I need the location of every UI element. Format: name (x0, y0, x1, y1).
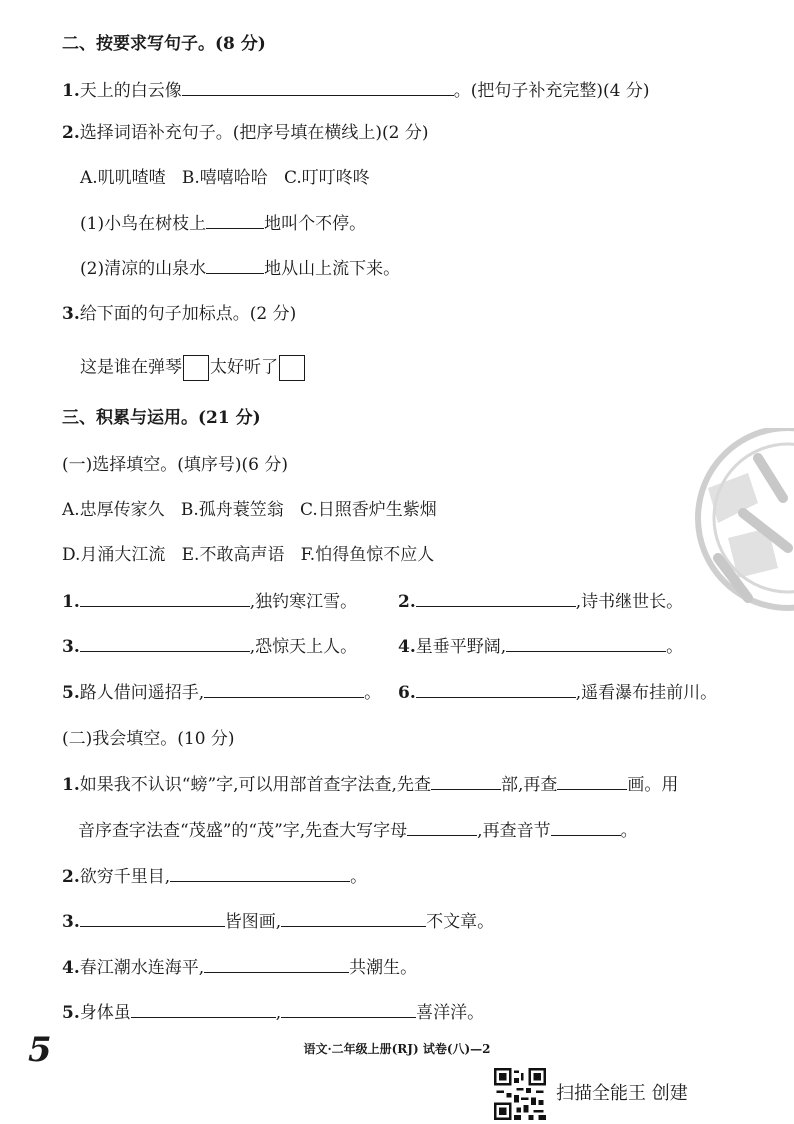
item-text-suffix: 。 (364, 683, 382, 703)
question-2-2-sentence-1 (80, 212, 366, 236)
fill-question-5 (62, 1001, 484, 1025)
fill-question-4 (62, 956, 417, 980)
question-text: 喜洋洋。 (416, 1003, 485, 1023)
part-2-heading: (二)我会填空。(10 分) (62, 729, 235, 749)
answer-blank[interactable] (80, 635, 250, 652)
item-text: ,独钓寒江雪。 (249, 592, 358, 612)
item-number: 2. (398, 592, 416, 612)
question-2-3-sentence (80, 355, 306, 381)
question-text: 如果我不认识“螃”字,可以用部首查字法查,先查 (79, 775, 431, 795)
question-text: 春江潮水连海平, (79, 958, 205, 978)
fill-item-2 (398, 590, 683, 614)
item-text-suffix: 。 (666, 637, 684, 657)
question-number: 5. (62, 1003, 80, 1023)
item-text: 星垂平野阔, (415, 637, 507, 657)
answer-blank[interactable] (204, 681, 364, 698)
question-text: , (275, 1003, 282, 1023)
question-number: 2. (62, 867, 80, 887)
question-text: 。 (620, 821, 638, 841)
item-number: 1. (62, 592, 80, 612)
fill-item-6 (398, 681, 717, 705)
item-text: ,诗书继世长。 (575, 592, 684, 612)
item-number: 3. (62, 637, 80, 657)
item-text: 路人借问遥招手, (79, 683, 205, 703)
fill-question-2 (62, 865, 367, 889)
fill-question-3 (62, 910, 494, 934)
item-text: ,遥看瀑布挂前川。 (575, 683, 718, 703)
question-2-2-sentence-2 (80, 257, 400, 281)
item-number: 6. (398, 683, 416, 703)
answer-blank[interactable] (407, 819, 477, 836)
answer-blank[interactable] (557, 773, 627, 790)
answer-blank[interactable] (416, 590, 576, 607)
answer-blank[interactable] (416, 681, 576, 698)
answer-blank[interactable] (204, 956, 349, 973)
sentence-text: 这是谁在弹琴 (80, 357, 182, 378)
fill-item-3 (62, 635, 357, 659)
answer-blank[interactable] (131, 1001, 276, 1018)
answer-blank[interactable] (170, 865, 350, 882)
answer-blank[interactable] (281, 910, 426, 927)
question-2-1 (62, 79, 650, 103)
section-3-heading: 三、积累与运用。(21 分) (62, 408, 261, 428)
question-number: 1. (62, 81, 80, 101)
question-text-suffix: 。(把句子补充完整)(4 分) (453, 81, 650, 101)
section-2-heading: 二、按要求写句子。(8 分) (62, 34, 266, 54)
question-number: 4. (62, 958, 80, 978)
punctuation-box[interactable] (183, 355, 209, 381)
fill-question-1-line-2 (78, 819, 638, 843)
item-text: ,恐惊天上人。 (249, 637, 358, 657)
sentence-text: 太好听了 (210, 357, 278, 378)
answer-blank[interactable] (206, 212, 264, 229)
question-text: 天上的白云像 (79, 81, 182, 101)
question-text: ,再查音节 (477, 821, 551, 841)
answer-blank[interactable] (281, 1001, 416, 1018)
question-text-suffix: 。 (350, 867, 368, 887)
part-1-options-row-2: D.月涌大江流 E.不敢高声语 F.怕得鱼惊不应人 (62, 545, 435, 565)
question-text: 音序查字法查“茂盛”的“茂”字,先查大写字母 (78, 821, 408, 841)
fill-item-1 (62, 590, 357, 614)
fill-item-4 (398, 635, 683, 659)
part-1-options-row-1: A.忠厚传家久 B.孤舟蓑笠翁 C.日照香炉生紫烟 (62, 500, 437, 520)
question-number: 2. (62, 123, 80, 143)
answer-blank[interactable] (431, 773, 501, 790)
stamp-watermark (688, 428, 794, 628)
question-text: 选择词语补充句子。(把序号填在横线上)(2 分) (79, 123, 429, 143)
question-text: 皆图画, (224, 912, 282, 932)
question-text: 画。用 (627, 775, 679, 795)
item-number: 5. (62, 683, 80, 703)
question-text: 共潮生。 (349, 958, 418, 978)
qr-code-icon (494, 1068, 546, 1120)
answer-blank[interactable] (206, 257, 264, 274)
question-text: 给下面的句子加标点。(2 分) (79, 304, 297, 324)
question-text: 不文章。 (426, 912, 495, 932)
question-2-2-options: A.叽叽喳喳 B.嘻嘻哈哈 C.叮叮咚咚 (80, 168, 370, 188)
question-text: 部,再查 (500, 775, 558, 795)
item-number: 4. (398, 637, 416, 657)
answer-blank[interactable] (80, 910, 225, 927)
question-number: 3. (62, 912, 80, 932)
fill-question-1-line-1 (62, 773, 678, 797)
answer-blank[interactable] (80, 590, 250, 607)
page-number: 5 (28, 1030, 52, 1070)
sentence-text-suffix: 地从山上流下来。 (264, 259, 401, 279)
sentence-text: (2)清凉的山泉水 (80, 259, 207, 279)
question-2-3 (62, 302, 296, 326)
scanner-watermark-text: 扫描全能王 创建 (556, 1083, 688, 1104)
question-number: 1. (62, 775, 80, 795)
answer-blank[interactable] (182, 79, 454, 96)
sentence-text: (1)小鸟在树枝上 (80, 214, 207, 234)
question-text: 欲穷千里目, (79, 867, 171, 887)
question-number: 3. (62, 304, 80, 324)
question-text: 身体虽 (79, 1003, 131, 1023)
page-footer: 语文·二年级上册(RJ) 试卷(八)—2 (303, 1042, 491, 1056)
question-2-2 (62, 121, 429, 145)
answer-blank[interactable] (506, 635, 666, 652)
punctuation-box[interactable] (279, 355, 305, 381)
part-1-heading: (一)选择填空。(填序号)(6 分) (62, 455, 289, 475)
fill-item-5 (62, 681, 381, 705)
sentence-text-suffix: 地叫个不停。 (264, 214, 367, 234)
answer-blank[interactable] (551, 819, 621, 836)
